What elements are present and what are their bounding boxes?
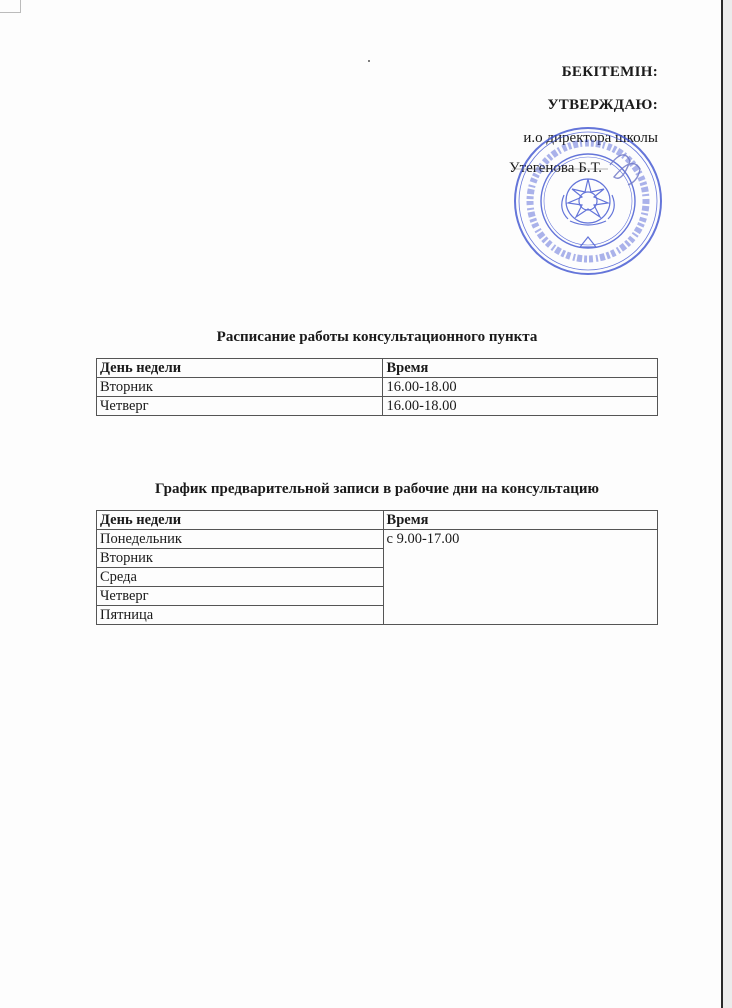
table-row bbox=[97, 378, 658, 397]
column-header-day: День недели bbox=[97, 511, 384, 530]
time-cell: 16.00-18.00 bbox=[383, 397, 658, 416]
column-header-day: День недели bbox=[97, 359, 383, 378]
official-seal-stamp bbox=[512, 125, 664, 277]
approve-ru-heading: УТВЕРЖДАЮ: bbox=[547, 97, 658, 113]
table-header-row bbox=[97, 511, 658, 530]
table-row bbox=[97, 397, 658, 416]
column-header-time: Время bbox=[383, 511, 657, 530]
scan-edge-line bbox=[721, 0, 723, 1008]
preregistration-schedule-table bbox=[96, 510, 658, 625]
preregistration-schedule-title: График предварительной записи в рабочие дни на консультацию bbox=[155, 481, 599, 497]
scan-speck bbox=[368, 60, 370, 62]
scan-corner-mark bbox=[0, 0, 21, 13]
table-header-row bbox=[97, 359, 658, 378]
day-cell: Среда bbox=[97, 568, 384, 587]
time-cell: 16.00-18.00 bbox=[383, 378, 658, 397]
column-header-time: Время bbox=[383, 359, 658, 378]
day-cell: Пятница bbox=[97, 606, 384, 625]
day-cell: Понедельник bbox=[97, 530, 384, 549]
day-cell: Четверг bbox=[97, 397, 383, 416]
consultation-schedule-table bbox=[96, 358, 658, 416]
director-role: и.о директора школы bbox=[523, 130, 658, 146]
consultation-schedule-title: Расписание работы консультационного пункта bbox=[216, 329, 538, 345]
table-row bbox=[97, 530, 658, 549]
director-name: Утегенова Б.Т. bbox=[508, 160, 602, 176]
day-cell: Вторник bbox=[97, 378, 383, 397]
day-cell: Четверг bbox=[97, 587, 384, 606]
kazakhstan-emblem-icon bbox=[562, 179, 615, 225]
day-cell: Вторник bbox=[97, 549, 384, 568]
scan-border-area bbox=[723, 0, 732, 1008]
time-cell-merged: с 9.00-17.00 bbox=[383, 530, 657, 625]
approve-kz-heading: БЕКІТЕМІН: bbox=[561, 64, 658, 80]
